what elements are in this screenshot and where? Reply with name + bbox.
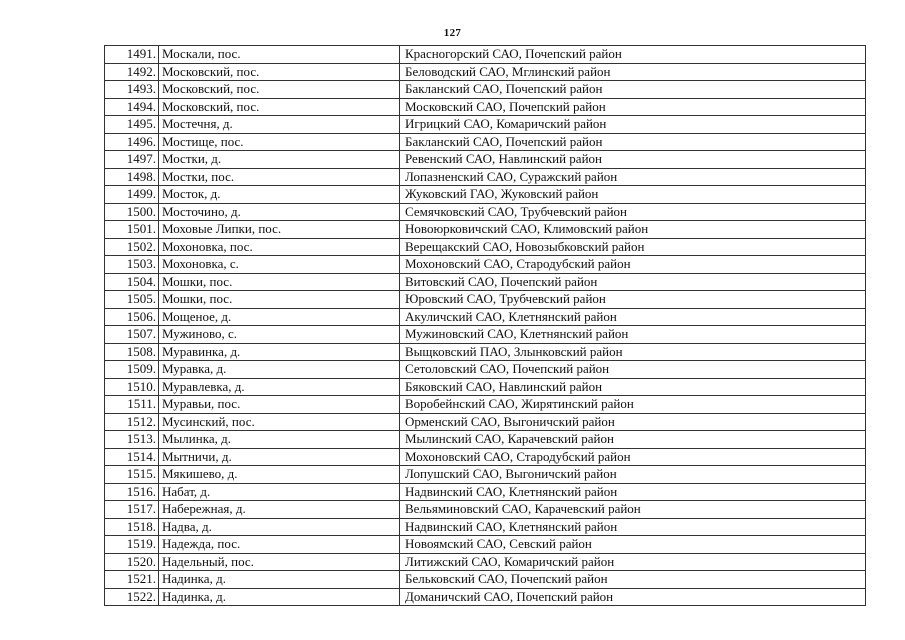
settlement-name-cell: Мусинский, пос. [159, 413, 400, 431]
row-number-cell: 1520. [105, 553, 159, 571]
settlement-name-cell: Мохоновка, пос. [159, 238, 400, 256]
administration-cell: Семячковский САО, Трубчевский район [400, 203, 866, 221]
administration-cell: Игрицкий САО, Комаричский район [400, 116, 866, 134]
table-row [105, 46, 866, 64]
table-row [105, 308, 866, 326]
settlement-name-cell: Надинка, д. [159, 588, 400, 606]
table-row [105, 413, 866, 431]
settlement-name-cell: Муравка, д. [159, 361, 400, 379]
settlement-name-cell: Надва, д. [159, 518, 400, 536]
administration-cell: Вельяминовский САО, Карачевский район [400, 501, 866, 519]
administration-cell: Ревенский САО, Навлинский район [400, 151, 866, 169]
row-number-cell: 1512. [105, 413, 159, 431]
row-number-cell: 1495. [105, 116, 159, 134]
settlement-name-cell: Набат, д. [159, 483, 400, 501]
administration-cell: Беловодский САО, Мглинский район [400, 63, 866, 81]
settlement-name-cell: Мосток, д. [159, 186, 400, 204]
page-number: 127 [443, 27, 462, 39]
table-row [105, 168, 866, 186]
table-row [105, 203, 866, 221]
administration-cell: Бакланский САО, Почепский район [400, 133, 866, 151]
settlement-name-cell: Мостечня, д. [159, 116, 400, 134]
settlement-name-cell: Моховые Липки, пос. [159, 221, 400, 239]
settlement-name-cell: Мытничи, д. [159, 448, 400, 466]
row-number-cell: 1504. [105, 273, 159, 291]
administration-cell: Воробейнский САО, Жирятинский район [400, 396, 866, 414]
settlement-name-cell: Муравинка, д. [159, 343, 400, 361]
settlement-name-cell: Мужиново, с. [159, 326, 400, 344]
row-number-cell: 1511. [105, 396, 159, 414]
administration-cell: Жуковский ГАО, Жуковский район [400, 186, 866, 204]
administration-cell: Надвинский САО, Клетнянский район [400, 483, 866, 501]
row-number-cell: 1505. [105, 291, 159, 309]
row-number-cell: 1501. [105, 221, 159, 239]
row-number-cell: 1515. [105, 466, 159, 484]
table-row [105, 151, 866, 169]
settlement-name-cell: Мохоновка, с. [159, 256, 400, 274]
row-number-cell: 1522. [105, 588, 159, 606]
row-number-cell: 1513. [105, 431, 159, 449]
row-number-cell: 1510. [105, 378, 159, 396]
row-number-cell: 1496. [105, 133, 159, 151]
table-row [105, 553, 866, 571]
settlement-name-cell: Мощеное, д. [159, 308, 400, 326]
table-row [105, 483, 866, 501]
settlement-name-cell: Московский, пос. [159, 63, 400, 81]
row-number-cell: 1517. [105, 501, 159, 519]
administration-cell: Доманичский САО, Почепский район [400, 588, 866, 606]
settlement-name-cell: Мосточино, д. [159, 203, 400, 221]
row-number-cell: 1507. [105, 326, 159, 344]
table-row [105, 431, 866, 449]
settlements-table [104, 45, 866, 606]
row-number-cell: 1508. [105, 343, 159, 361]
settlement-name-cell: Мылинка, д. [159, 431, 400, 449]
table-row [105, 396, 866, 414]
table-row [105, 501, 866, 519]
row-number-cell: 1509. [105, 361, 159, 379]
table-row [105, 343, 866, 361]
table-row [105, 326, 866, 344]
administration-cell: Мохоновский САО, Стародубский район [400, 448, 866, 466]
row-number-cell: 1499. [105, 186, 159, 204]
table-row [105, 378, 866, 396]
row-number-cell: 1506. [105, 308, 159, 326]
table-row [105, 361, 866, 379]
table-row [105, 81, 866, 99]
table-row [105, 256, 866, 274]
table-row [105, 536, 866, 554]
table-row [105, 518, 866, 536]
settlement-name-cell: Москали, пос. [159, 46, 400, 64]
administration-cell: Юровский САО, Трубчевский район [400, 291, 866, 309]
administration-cell: Надвинский САО, Клетнянский район [400, 518, 866, 536]
settlement-name-cell: Надинка, д. [159, 571, 400, 589]
row-number-cell: 1518. [105, 518, 159, 536]
table-row [105, 133, 866, 151]
settlement-name-cell: Муравлевка, д. [159, 378, 400, 396]
administration-cell: Московский САО, Почепский район [400, 98, 866, 116]
table-row [105, 116, 866, 134]
table-row [105, 221, 866, 239]
administration-cell: Орменский САО, Выгоничский район [400, 413, 866, 431]
table-row [105, 238, 866, 256]
row-number-cell: 1493. [105, 81, 159, 99]
administration-cell: Мылинский САО, Карачевский район [400, 431, 866, 449]
row-number-cell: 1502. [105, 238, 159, 256]
settlement-name-cell: Мошки, пос. [159, 291, 400, 309]
table-row [105, 186, 866, 204]
administration-cell: Выщковский ПАО, Злынковский район [400, 343, 866, 361]
settlement-name-cell: Мостки, пос. [159, 168, 400, 186]
administration-cell: Бяковский САО, Навлинский район [400, 378, 866, 396]
settlement-name-cell: Мошки, пос. [159, 273, 400, 291]
settlement-name-cell: Муравьи, пос. [159, 396, 400, 414]
row-number-cell: 1519. [105, 536, 159, 554]
settlement-name-cell: Набережная, д. [159, 501, 400, 519]
settlement-name-cell: Московский, пос. [159, 98, 400, 116]
row-number-cell: 1516. [105, 483, 159, 501]
row-number-cell: 1494. [105, 98, 159, 116]
table-row [105, 63, 866, 81]
table-row [105, 291, 866, 309]
administration-cell: Новоямский САО, Севский район [400, 536, 866, 554]
settlements-table-body [105, 46, 866, 606]
row-number-cell: 1492. [105, 63, 159, 81]
settlement-name-cell: Надежда, пос. [159, 536, 400, 554]
administration-cell: Новоюрковичский САО, Климовский район [400, 221, 866, 239]
row-number-cell: 1497. [105, 151, 159, 169]
administration-cell: Бакланский САО, Почепский район [400, 81, 866, 99]
settlement-name-cell: Мостки, д. [159, 151, 400, 169]
administration-cell: Акуличский САО, Клетнянский район [400, 308, 866, 326]
table-row [105, 466, 866, 484]
settlement-name-cell: Надельный, пос. [159, 553, 400, 571]
row-number-cell: 1500. [105, 203, 159, 221]
row-number-cell: 1491. [105, 46, 159, 64]
settlement-name-cell: Мостище, пос. [159, 133, 400, 151]
row-number-cell: 1503. [105, 256, 159, 274]
administration-cell: Красногорский САО, Почепский район [400, 46, 866, 64]
table-row [105, 571, 866, 589]
row-number-cell: 1498. [105, 168, 159, 186]
table-row [105, 98, 866, 116]
table-row [105, 588, 866, 606]
administration-cell: Лопушский САО, Выгоничский район [400, 466, 866, 484]
administration-cell: Мужиновский САО, Клетнянский район [400, 326, 866, 344]
settlement-name-cell: Московский, пос. [159, 81, 400, 99]
administration-cell: Витовский САО, Почепский район [400, 273, 866, 291]
row-number-cell: 1521. [105, 571, 159, 589]
administration-cell: Сетоловский САО, Почепский район [400, 361, 866, 379]
administration-cell: Мохоновский САО, Стародубский район [400, 256, 866, 274]
table-row [105, 448, 866, 466]
administration-cell: Лопазненский САО, Суражский район [400, 168, 866, 186]
administration-cell: Литижский САО, Комаричский район [400, 553, 866, 571]
settlement-name-cell: Мякишево, д. [159, 466, 400, 484]
table-row [105, 273, 866, 291]
row-number-cell: 1514. [105, 448, 159, 466]
administration-cell: Верещакский САО, Новозыбковский район [400, 238, 866, 256]
administration-cell: Бельковский САО, Почепский район [400, 571, 866, 589]
